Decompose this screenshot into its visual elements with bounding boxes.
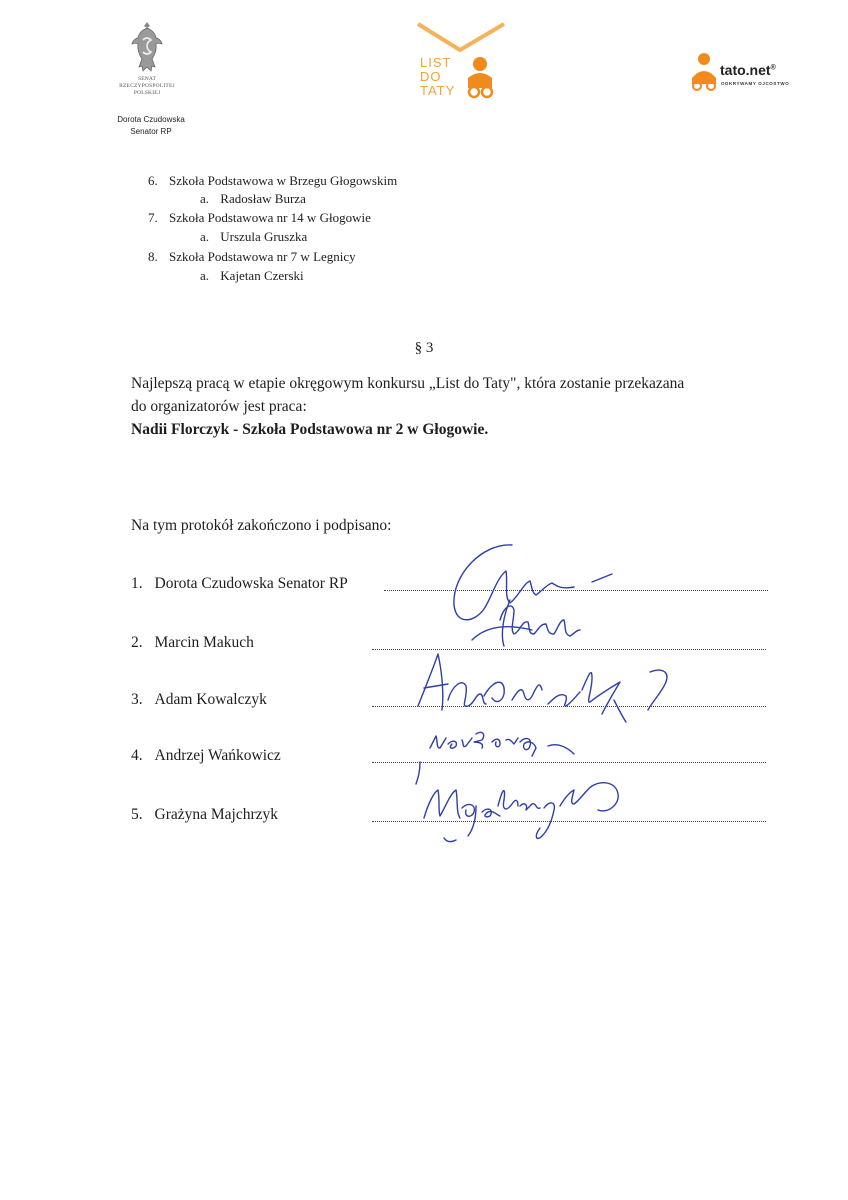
signatory-row <box>131 634 254 652</box>
senat-logo-line: SENAT <box>137 76 157 82</box>
tato-net-logo <box>688 48 818 98</box>
school-name: Szkoła Podstawowa w Brzegu Głogowskim <box>169 173 398 188</box>
school-name: Szkoła Podstawowa nr 14 w Głogowie <box>169 210 371 225</box>
closing-line: Na tym protokół zakończono i podpisano: <box>131 517 392 534</box>
signature-line <box>384 590 768 591</box>
senat-logo-line: POLSKIEJ <box>133 90 161 96</box>
list-item <box>148 209 371 227</box>
signature-line <box>372 649 766 650</box>
list-letter: a. <box>200 229 210 244</box>
winner-line: Nadii Florczyk - Szkoła Podstawowa nr 2 w Głogowie. <box>131 421 489 438</box>
signatory-row <box>131 747 281 765</box>
signature-2 <box>472 600 580 646</box>
list-logo-word: TATY <box>420 83 456 98</box>
registered-mark: ® <box>770 64 776 72</box>
eagle-emblem-icon <box>130 20 164 76</box>
list-do-taty-logo <box>410 18 510 108</box>
list-number: 6. <box>148 173 158 188</box>
signatory-name: Adam Kowalczyk <box>154 691 267 708</box>
senator-block <box>96 114 206 138</box>
student-name: Urszula Gruszka <box>220 229 308 244</box>
school-name: Szkoła Podstawowa nr 7 w Legnicy <box>169 249 356 264</box>
senator-title: Senator RP <box>130 127 172 136</box>
senator-name: Dorota Czudowska <box>117 115 185 124</box>
tato-net-name <box>720 62 776 78</box>
signatory-number: 5. <box>131 806 143 823</box>
signature-line <box>372 821 766 822</box>
list-number: 7. <box>148 210 158 225</box>
signatory-row <box>131 806 278 824</box>
paragraph-line: Najlepszą pracą w etapie okręgowym konkursu „List do Taty", która zostanie przekazana <box>131 375 685 392</box>
list-item <box>148 172 397 190</box>
tato-net-name-text: tato.net <box>720 62 771 78</box>
signatory-name: Dorota Czudowska Senator RP <box>154 575 348 592</box>
list-number: 8. <box>148 249 158 264</box>
student-name: Radosław Burza <box>220 191 306 206</box>
list-sub-item <box>200 267 304 285</box>
signatory-number: 2. <box>131 634 143 651</box>
list-letter: a. <box>200 191 210 206</box>
list-item <box>148 248 356 266</box>
signatory-number: 4. <box>131 747 143 764</box>
signatory-name: Andrzej Wańkowicz <box>154 747 281 764</box>
list-logo-word: DO <box>420 69 442 84</box>
signatory-number: 3. <box>131 691 143 708</box>
signature-4 <box>416 732 574 784</box>
list-sub-item <box>200 190 306 208</box>
signatory-name: Marcin Makuch <box>154 634 254 651</box>
list-letter: a. <box>200 268 210 283</box>
signatory-row <box>131 575 348 593</box>
paragraph-line: do organizatorów jest praca: <box>131 398 307 415</box>
section-heading: § 3 <box>414 340 434 356</box>
signatory-name: Grażyna Majchrzyk <box>154 806 279 823</box>
father-figure-icon <box>688 52 720 94</box>
tato-net-tagline: ODKRYWAMY OJCOSTWO <box>721 81 790 86</box>
student-name: Kajetan Czerski <box>220 268 304 283</box>
senat-logo-line: RZECZYPOSPOLITEJ <box>119 83 175 89</box>
signature-line <box>372 706 766 707</box>
signature-3 <box>418 654 667 722</box>
signature-5 <box>424 783 618 842</box>
list-logo-word: LIST <box>420 55 452 70</box>
signature-1 <box>454 545 612 620</box>
signatory-row <box>131 691 267 709</box>
signatory-number: 1. <box>131 575 143 592</box>
senat-logo <box>92 20 202 97</box>
list-sub-item <box>200 228 307 246</box>
signature-line <box>372 762 766 763</box>
